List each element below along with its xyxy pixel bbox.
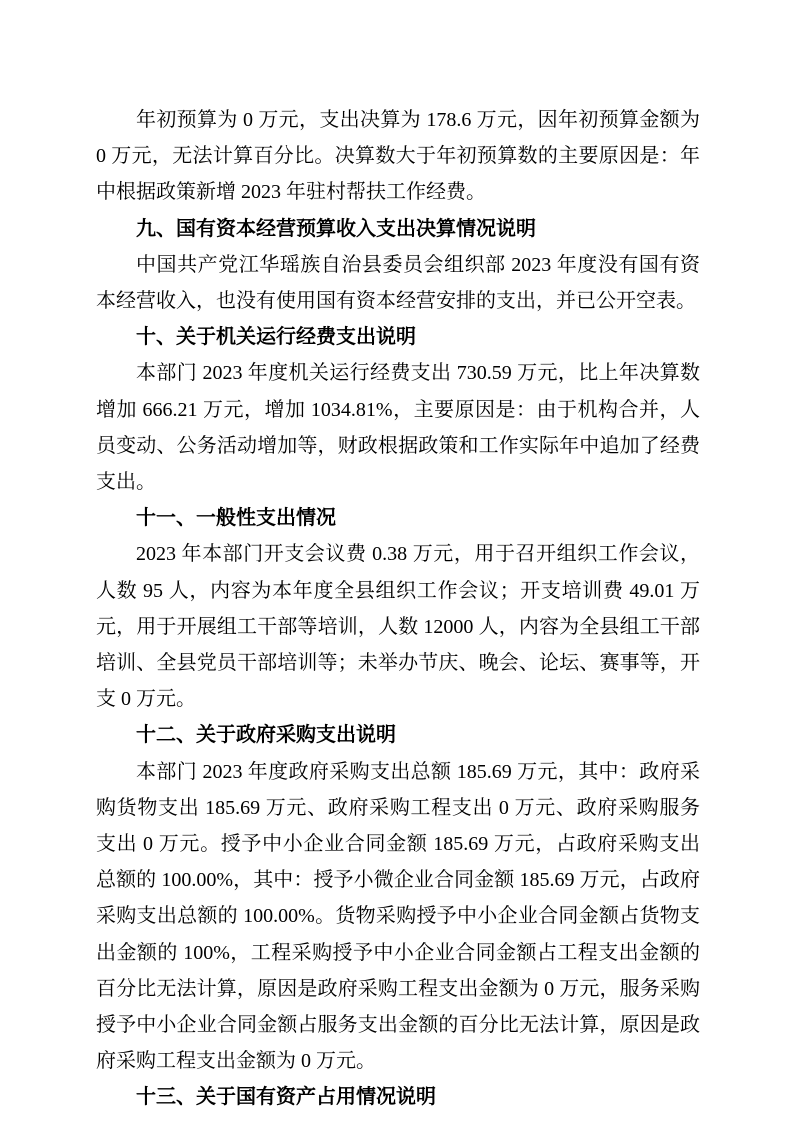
section-heading-11-general-expense: 十一、一般性支出情况 [136, 507, 336, 530]
section-heading-13-state-asset-occupancy: 十三、关于国有资产占用情况说明 [136, 1086, 436, 1109]
section-heading-12-government-procurement: 十二、关于政府采购支出说明 [136, 724, 396, 747]
section-heading-9-state-capital-budget: 九、国有资本经营预算收入支出决算情况说明 [136, 217, 536, 240]
section-heading-10-operating-expense: 十、关于机关运行经费支出说明 [136, 326, 416, 349]
paragraph-operating-expense-statement: 本部门 2023 年度机关运行经费支出 730.59 万元，比上年决算数增加 666.21 万元，增加 1034.81%，主要原因是：由于机构合并，人员变动、公务活动增加等，财政根据政策和工作实际年中追加了经费支出。 [96, 362, 700, 494]
paragraph-general-expense-statement: 2023 年本部门开支会议费 0.38 万元，用于召开组织工作会议，人数 95 人，内容为本年度全县组织工作会议；开支培训费 49.01 万元，用于开展组工干部等培训，人数 12000 人，内容为全县组工干部培训、全县党员干部培训等；未举办节庆、晚会、论坛、赛事等，开支 0 万元。 [96, 543, 700, 711]
paragraph-procurement-statement: 本部门 2023 年度政府采购支出总额 185.69 万元，其中：政府采购货物支出 185.69 万元、政府采购工程支出 0 万元、政府采购服务支出 0 万元。授予中小企业合同金额 185.69 万元，占政府采购支出总额的 100.00%，其中：授予小微企业合同金额 185.69 万元，占政府采购支出总额的 100.00%。货物采购授予中小企业合同金额占货物支出金额的 100%，工程采购授予中小企业合同金额占工程支出金额的百分比无法计算，原因是政府采购工程支出金额为 0 万元，服务采购授予中小企业合同金额占服务支出金额的百分比无法计算，原因是政府采购工程支出金额为 0 万元。 [96, 760, 700, 1073]
paragraph-budget-variance-explanation: 年初预算为 0 万元，支出决算为 178.6 万元，因年初预算金额为 0 万元，无法计算百分比。决算数大于年初预算数的主要原因是：年中根据政策新增 2023 年驻村帮扶工作经费。 [96, 109, 700, 204]
paragraph-state-capital-statement: 中国共产党江华瑶族自治县委员会组织部 2023 年度没有国有资本经营收入，也没有使用国有资本经营安排的支出，并已公开空表。 [96, 253, 700, 313]
